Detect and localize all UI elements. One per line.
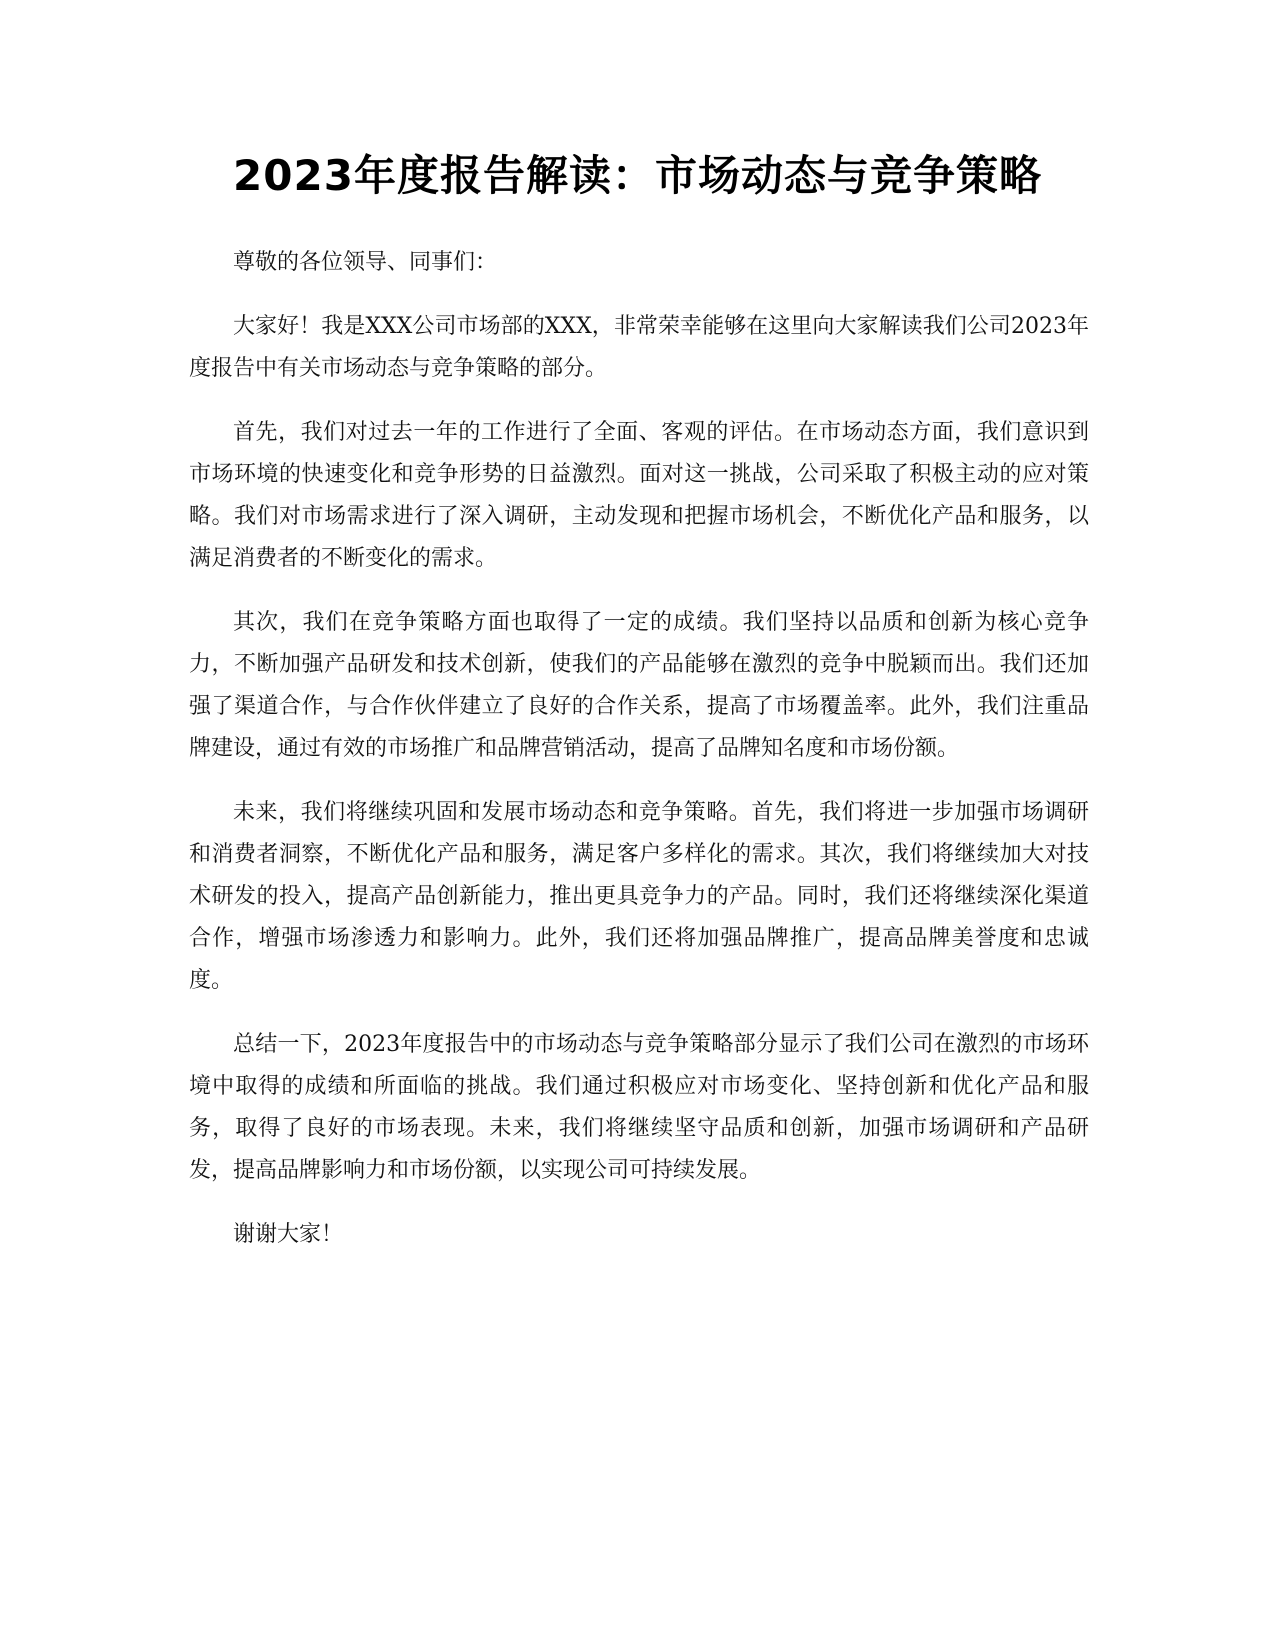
paragraph-market-dynamics: 首先，我们对过去一年的工作进行了全面、客观的评估。在市场动态方面，我们意识到市场环境的快速变化和竞争形势的日益激烈。面对这一挑战，公司采取了积极主动的应对策略。我们对市场需求进行了深入调研，主动发现和把握市场机会，不断优化产品和服务，以满足消费者的不断变化的需求。 — [189, 420, 1089, 571]
paragraph-closing: 谢谢大家！ — [233, 1222, 344, 1247]
document-body — [189, 242, 1089, 1278]
paragraph-competition-strategy: 其次，我们在竞争策略方面也取得了一定的成绩。我们坚持以品质和创新为核心竞争力，不断加强产品研发和技术创新，使我们的产品能够在激烈的竞争中脱颖而出。我们还加强了渠道合作，与合作伙伴建立了良好的合作关系，提高了市场覆盖率。此外，我们注重品牌建设，通过有效的市场推广和品牌营销活动，提高了品牌知名度和市场份额。 — [189, 610, 1089, 761]
document-title: 2023年度报告解读：市场动态与竞争策略 — [233, 151, 1042, 200]
paragraph-greeting: 尊敬的各位领导、同事们： — [233, 250, 498, 275]
paragraph-summary: 总结一下，2023年度报告中的市场动态与竞争策略部分显示了我们公司在激烈的市场环境中取得的成绩和所面临的挑战。我们通过积极应对市场变化、坚持创新和优化产品和服务，取得了良好的市场表现。未来，我们将继续坚守品质和创新，加强市场调研和产品研发，提高品牌影响力和市场份额，以实现公司可持续发展。 — [189, 1032, 1089, 1183]
paragraph-future-plans: 未来，我们将继续巩固和发展市场动态和竞争策略。首先，我们将进一步加强市场调研和消费者洞察，不断优化产品和服务，满足客户多样化的需求。其次，我们将继续加大对技术研发的投入，提高产品创新能力，推出更具竞争力的产品。同时，我们还将继续深化渠道合作，增强市场渗透力和影响力。此外，我们还将加强品牌推广，提高品牌美誉度和忠诚度。 — [189, 800, 1089, 993]
paragraph-intro: 大家好！我是XXX公司市场部的XXX，非常荣幸能够在这里向大家解读我们公司2023年度报告中有关市场动态与竞争策略的部分。 — [189, 314, 1089, 381]
